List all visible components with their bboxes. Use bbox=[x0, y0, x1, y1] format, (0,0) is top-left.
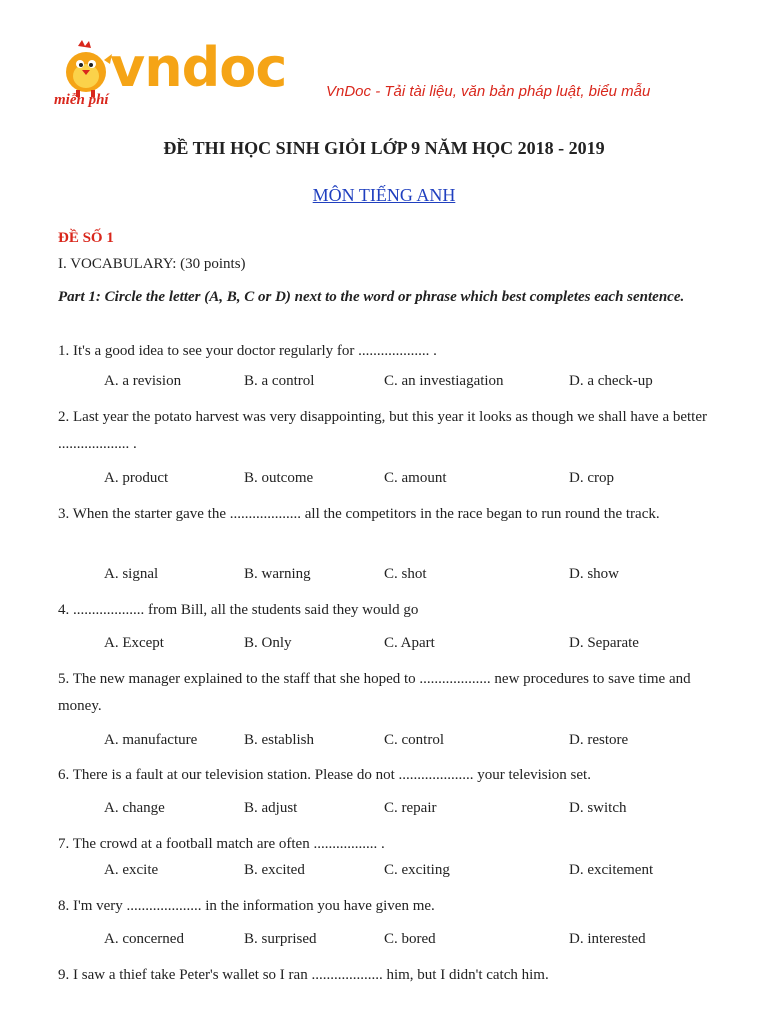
option-d[interactable]: D. crop bbox=[569, 470, 614, 486]
option-c[interactable]: C. shot bbox=[384, 566, 427, 582]
option-b[interactable]: B. a control bbox=[244, 373, 315, 389]
question-6-options bbox=[0, 800, 768, 822]
exam-subject: MÔN TIẾNG ANH bbox=[312, 185, 456, 205]
option-d[interactable]: D. Separate bbox=[569, 635, 639, 651]
option-a[interactable]: A. Except bbox=[104, 635, 164, 651]
option-b[interactable]: B. excited bbox=[244, 862, 305, 878]
option-c[interactable]: C. control bbox=[384, 732, 444, 748]
question-4-options bbox=[0, 635, 768, 657]
option-a[interactable]: A. concerned bbox=[104, 931, 184, 947]
option-a[interactable]: A. signal bbox=[104, 566, 159, 582]
question-8-options bbox=[0, 931, 768, 953]
option-b[interactable]: B. outcome bbox=[244, 470, 314, 486]
site-tagline: VnDoc - Tải tài liệu, văn bản pháp luật, biểu mẫu bbox=[326, 83, 651, 100]
option-d[interactable]: D. switch bbox=[569, 800, 627, 816]
question-1-options bbox=[0, 373, 768, 395]
question-2: 2. Last year the potato harvest was very disappointing, but this year it looks as though we shall have a better ................... . bbox=[58, 409, 708, 452]
option-d[interactable]: D. a check-up bbox=[569, 373, 653, 389]
question-4: 4. ................... from Bill, all the students said they would go bbox=[58, 602, 419, 618]
option-b[interactable]: B. Only bbox=[244, 635, 292, 651]
question-9: 9. I saw a thief take Peter's wallet so I ran ................... him, but I didn't catch him. bbox=[58, 967, 549, 983]
option-a[interactable]: A. excite bbox=[104, 862, 159, 878]
option-c[interactable]: C. an investiagation bbox=[384, 373, 504, 389]
option-c[interactable]: C. Apart bbox=[384, 635, 435, 651]
option-b[interactable]: B. warning bbox=[244, 566, 311, 582]
exam-title: ĐỀ THI HỌC SINH GIỎI LỚP 9 NĂM HỌC 2018 - 2019 bbox=[163, 138, 605, 158]
question-1: 1. It's a good idea to see your doctor regularly for ................... . bbox=[58, 343, 437, 359]
option-a[interactable]: A. manufacture bbox=[104, 732, 198, 748]
option-c[interactable]: C. repair bbox=[384, 800, 437, 816]
question-5: 5. The new manager explained to the staff that she hoped to ................... new procedures to save time and money. bbox=[58, 671, 691, 714]
option-d[interactable]: D. restore bbox=[569, 732, 629, 748]
option-d[interactable]: D. interested bbox=[569, 931, 646, 947]
option-c[interactable]: C. amount bbox=[384, 470, 447, 486]
option-a[interactable]: A. product bbox=[104, 470, 169, 486]
section-heading: I. VOCABULARY: (30 points) bbox=[58, 256, 246, 272]
question-3-options bbox=[0, 566, 768, 588]
question-6: 6. There is a fault at our television station. Please do not .................... your television set. bbox=[58, 767, 591, 783]
question-3: 3. When the starter gave the ................... all the competitors in the race began to run round the track. bbox=[58, 506, 660, 522]
option-d[interactable]: D. show bbox=[569, 566, 620, 582]
chick-mascot-icon bbox=[58, 40, 116, 98]
part-instruction: Part 1: Circle the letter (A, B, C or D) next to the word or phrase which best completes each sentence. bbox=[58, 289, 685, 305]
vndoc-logo[interactable] bbox=[54, 36, 288, 112]
option-a[interactable]: A. a revision bbox=[104, 373, 182, 389]
logo-text: vndoc bbox=[110, 36, 287, 99]
logo-subtitle: miễn phí bbox=[54, 92, 109, 108]
option-d[interactable]: D. excitement bbox=[569, 862, 654, 878]
option-c[interactable]: C. bored bbox=[384, 931, 436, 947]
question-2-options bbox=[0, 470, 768, 492]
exam-number: ĐỀ SỐ 1 bbox=[58, 230, 114, 246]
option-a[interactable]: A. change bbox=[104, 800, 165, 816]
question-8: 8. I'm very .................... in the information you have given me. bbox=[58, 898, 435, 914]
option-c[interactable]: C. exciting bbox=[384, 862, 450, 878]
option-b[interactable]: B. surprised bbox=[244, 931, 317, 947]
question-7: 7. The crowd at a football match are often ................. . bbox=[58, 836, 385, 852]
question-5-options bbox=[0, 732, 768, 754]
question-7-options bbox=[0, 862, 768, 884]
option-b[interactable]: B. establish bbox=[244, 732, 314, 748]
option-b[interactable]: B. adjust bbox=[244, 800, 298, 816]
